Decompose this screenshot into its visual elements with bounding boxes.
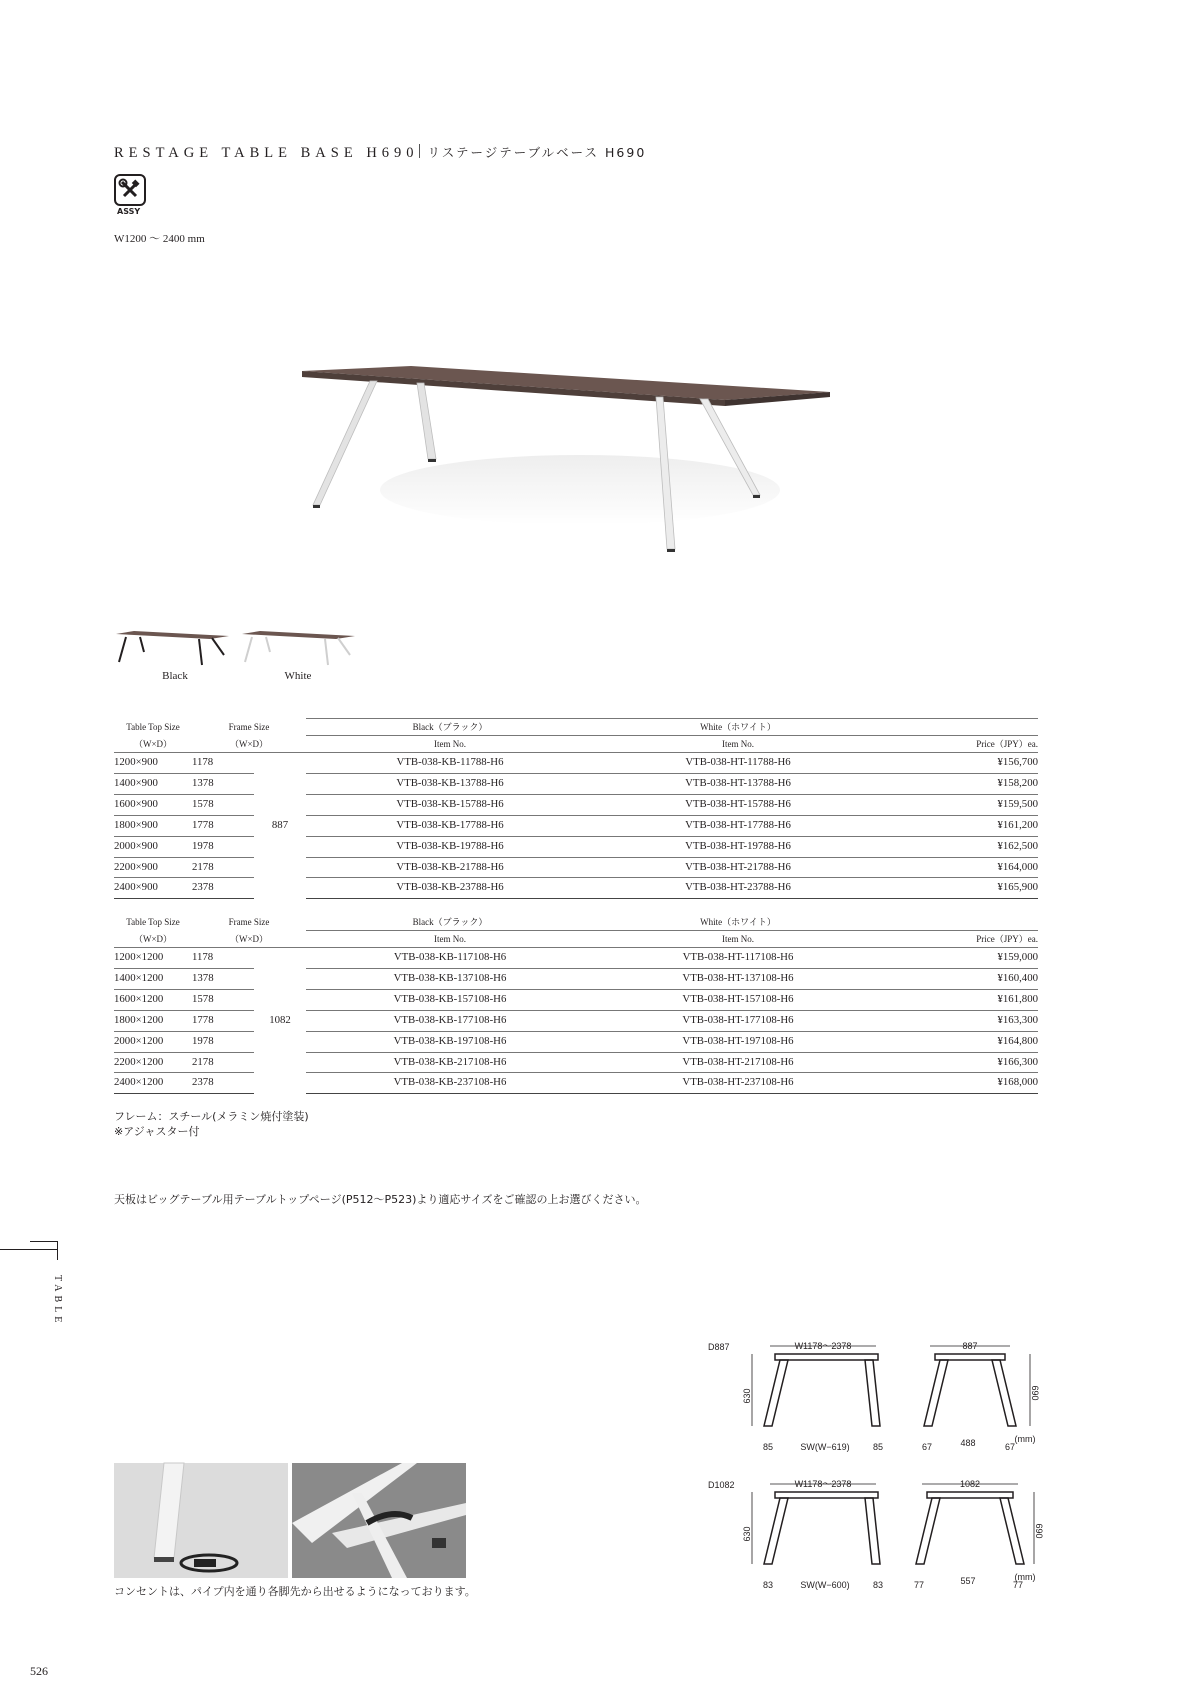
side-height-label: 690: [1030, 1385, 1040, 1401]
frame-cell: 2178: [192, 1052, 254, 1073]
size-subheader: （W×D）: [114, 736, 192, 753]
white-item-no: VTB-038-HT-137108-H6: [594, 968, 882, 989]
title-en: RESTAGE TABLE BASE H690: [114, 145, 419, 161]
white-item-no: VTB-038-HT-237108-H6: [594, 1073, 882, 1094]
front-height-label: 630: [742, 1526, 752, 1542]
size-subheader: （W×D）: [114, 931, 192, 948]
frame-cell: 1978: [192, 1031, 254, 1052]
leg-outlet-photo: [114, 1463, 288, 1578]
size-cell: 2000×900: [114, 836, 192, 857]
frame-subheader: （W×D）: [192, 736, 306, 753]
frame-material-note: フレーム：スチール(メラミン焼付塗装): [114, 1110, 309, 1123]
header-spacer: [882, 914, 1038, 931]
white-item-no: VTB-038-HT-17788-H6: [594, 815, 882, 836]
size-cell: 1400×900: [114, 773, 192, 794]
side-tab-bracket-vertical: [57, 1241, 58, 1260]
size-header: Table Top Size: [126, 722, 180, 732]
black-item-header: Item No.: [306, 736, 594, 753]
white-variant-label: White: [284, 670, 312, 682]
frame-cell: 1578: [192, 794, 254, 815]
black-item-no: VTB-038-KB-237108-H6: [306, 1073, 594, 1094]
table-row: [114, 836, 1038, 857]
price-cell: ¥165,900: [882, 878, 1038, 899]
white-header: White（ホワイト）: [594, 719, 882, 736]
side-height-label: 690: [1034, 1523, 1044, 1539]
table-row: [114, 1073, 1038, 1094]
frame-cell: 1378: [192, 773, 254, 794]
side-left-label: 67: [921, 1442, 933, 1452]
table-row: [114, 1052, 1038, 1073]
hero-table-image: [300, 355, 830, 565]
black-item-no: VTB-038-KB-21788-H6: [306, 857, 594, 878]
frame-subheader: （W×D）: [192, 931, 306, 948]
side-depth-label: 887: [962, 1341, 978, 1351]
white-header: White（ホワイト）: [594, 914, 882, 931]
size-cell: 2400×1200: [114, 1073, 192, 1094]
size-cell: 1800×900: [114, 815, 192, 836]
white-item-no: VTB-038-HT-11788-H6: [594, 753, 882, 774]
table-row: [114, 773, 1038, 794]
price-cell: ¥166,300: [882, 1052, 1038, 1073]
front-span-label: SW(W−600): [800, 1580, 850, 1590]
size-cell: 1600×900: [114, 794, 192, 815]
frame-depth-cell: 887: [271, 818, 289, 831]
unit-label: (mm): [1014, 1572, 1036, 1582]
side-right-label: 77: [1012, 1580, 1024, 1590]
frame-cell: 2178: [192, 857, 254, 878]
frame-header: Frame Size: [228, 722, 270, 732]
frame-cell: 1578: [192, 989, 254, 1010]
size-header: Table Top Size: [126, 917, 180, 928]
table-header-row: [114, 719, 1038, 736]
unit-label: (mm): [1014, 1434, 1036, 1444]
front-left-foot-label: 83: [762, 1580, 774, 1590]
black-item-no: VTB-038-KB-19788-H6: [306, 836, 594, 857]
assembly-tools-icon: [114, 174, 146, 206]
black-item-no: VTB-038-KB-137108-H6: [306, 968, 594, 989]
white-item-no: VTB-038-HT-177108-H6: [594, 1010, 882, 1031]
page-number: 526: [30, 1664, 48, 1678]
frame-cell: 2378: [192, 878, 254, 899]
black-item-no: VTB-038-KB-23788-H6: [306, 878, 594, 899]
diagram-label: D887: [708, 1342, 730, 1352]
white-item-no: VTB-038-HT-217108-H6: [594, 1052, 882, 1073]
frame-cell: 1178: [192, 948, 254, 969]
assy-label: ASSY: [117, 207, 141, 216]
price-cell: ¥159,000: [882, 948, 1038, 969]
front-span-label: SW(W−619): [800, 1442, 850, 1452]
black-item-no: VTB-038-KB-15788-H6: [306, 794, 594, 815]
side-right-label: 67: [1004, 1442, 1016, 1452]
frame-cell: 1178: [192, 753, 254, 774]
black-item-no: VTB-038-KB-157108-H6: [306, 989, 594, 1010]
frame-cell: 1778: [192, 815, 254, 836]
spec-table-d887: [114, 718, 1038, 899]
front-right-foot-label: 85: [872, 1442, 884, 1452]
width-range: W1200 〜 2400 mm: [114, 233, 205, 245]
white-variant-image: [240, 628, 360, 668]
frame-cell: 2378: [192, 1073, 254, 1094]
white-item-no: VTB-038-HT-23788-H6: [594, 878, 882, 899]
price-cell: ¥164,800: [882, 1031, 1038, 1052]
table-row: [114, 968, 1038, 989]
price-cell: ¥156,700: [882, 753, 1038, 774]
black-header: Black（ブラック）: [306, 914, 594, 931]
white-item-no: VTB-038-HT-19788-H6: [594, 836, 882, 857]
white-item-no: VTB-038-HT-157108-H6: [594, 989, 882, 1010]
black-item-no: VTB-038-KB-11788-H6: [306, 753, 594, 774]
size-cell: 1800×1200: [114, 1010, 192, 1031]
title-separator: [419, 144, 420, 158]
black-variant-image: [114, 628, 234, 668]
side-tab-label: TABLE: [52, 1275, 63, 1327]
size-cell: 2200×1200: [114, 1052, 192, 1073]
spec-table-d1082: [114, 914, 1038, 1094]
table-row: [114, 815, 1038, 836]
price-cell: ¥159,500: [882, 794, 1038, 815]
price-cell: ¥168,000: [882, 1073, 1038, 1094]
black-item-no: VTB-038-KB-177108-H6: [306, 1010, 594, 1031]
black-item-no: VTB-038-KB-17788-H6: [306, 815, 594, 836]
black-item-no: VTB-038-KB-117108-H6: [306, 948, 594, 969]
black-item-header: Item No.: [306, 931, 594, 948]
front-right-foot-label: 83: [872, 1580, 884, 1590]
diagram-label: D1082: [708, 1480, 735, 1490]
white-item-no: VTB-038-HT-13788-H6: [594, 773, 882, 794]
table-subheader-row: [114, 931, 1038, 948]
price-cell: ¥161,200: [882, 815, 1038, 836]
frame-depth-cell: 1082: [269, 1013, 291, 1026]
dimension-diagram-d1082: [700, 1476, 1044, 1596]
white-item-no: VTB-038-HT-197108-H6: [594, 1031, 882, 1052]
white-item-header: Item No.: [594, 736, 882, 753]
white-item-no: VTB-038-HT-21788-H6: [594, 857, 882, 878]
price-cell: ¥162,500: [882, 836, 1038, 857]
table-row: [114, 1031, 1038, 1052]
front-left-foot-label: 85: [762, 1442, 774, 1452]
price-cell: ¥158,200: [882, 773, 1038, 794]
frame-cell: 1778: [192, 1010, 254, 1031]
dimension-diagram-d887: [700, 1338, 1040, 1458]
side-span-label: 557: [960, 1576, 976, 1586]
side-depth-label: 1082: [959, 1479, 981, 1489]
table-row: [114, 989, 1038, 1010]
tabletop-reference-note: 天板はビッグテーブル用テーブルトップページ(P512〜P523)より適応サイズをご確認の上お選びください。: [114, 1193, 647, 1206]
table-row: [114, 857, 1038, 878]
side-tab-bracket: [30, 1241, 58, 1242]
black-item-no: VTB-038-KB-197108-H6: [306, 1031, 594, 1052]
front-height-label: 630: [742, 1388, 752, 1404]
black-item-no: VTB-038-KB-217108-H6: [306, 1052, 594, 1073]
white-item-header: Item No.: [594, 931, 882, 948]
header-spacer: [882, 719, 1038, 736]
table-header-row: [114, 914, 1038, 931]
black-item-no: VTB-038-KB-13788-H6: [306, 773, 594, 794]
size-cell: 1400×1200: [114, 968, 192, 989]
side-span-label: 488: [960, 1438, 976, 1448]
front-width-label: W1178〜2378: [794, 1341, 852, 1351]
adjuster-note: ※アジャスター付: [114, 1125, 200, 1138]
frame-cell: 1978: [192, 836, 254, 857]
price-cell: ¥164,000: [882, 857, 1038, 878]
table-row: [114, 753, 1038, 774]
frame-header: Frame Size: [228, 917, 270, 928]
size-cell: 1600×1200: [114, 989, 192, 1010]
table-subheader-row: [114, 736, 1038, 753]
black-header: Black（ブラック）: [306, 719, 594, 736]
side-left-label: 77: [913, 1580, 925, 1590]
frame-cell: 1378: [192, 968, 254, 989]
page-title: [114, 143, 646, 162]
outlet-caption: コンセントは、パイプ内を通り各脚先から出せるようになっております。: [114, 1585, 476, 1598]
table-row: [114, 794, 1038, 815]
white-item-no: VTB-038-HT-15788-H6: [594, 794, 882, 815]
price-header: Price（JPY）ea.: [882, 931, 1038, 948]
white-item-no: VTB-038-HT-117108-H6: [594, 948, 882, 969]
side-tab-underline: [0, 1249, 58, 1250]
size-cell: 1200×900: [114, 753, 192, 774]
price-cell: ¥163,300: [882, 1010, 1038, 1031]
front-width-label: W1178〜2378: [794, 1479, 852, 1489]
table-row: [114, 1010, 1038, 1031]
price-cell: ¥161,800: [882, 989, 1038, 1010]
size-cell: 2200×900: [114, 857, 192, 878]
title-jp: リステージテーブルベース H690: [427, 145, 647, 160]
frame-underside-photo: [292, 1463, 466, 1578]
price-cell: ¥160,400: [882, 968, 1038, 989]
table-row: [114, 878, 1038, 899]
table-row: [114, 948, 1038, 969]
size-cell: 2400×900: [114, 878, 192, 899]
black-variant-label: Black: [162, 670, 188, 682]
size-cell: 1200×1200: [114, 948, 192, 969]
size-cell: 2000×1200: [114, 1031, 192, 1052]
price-header: Price（JPY）ea.: [882, 736, 1038, 753]
